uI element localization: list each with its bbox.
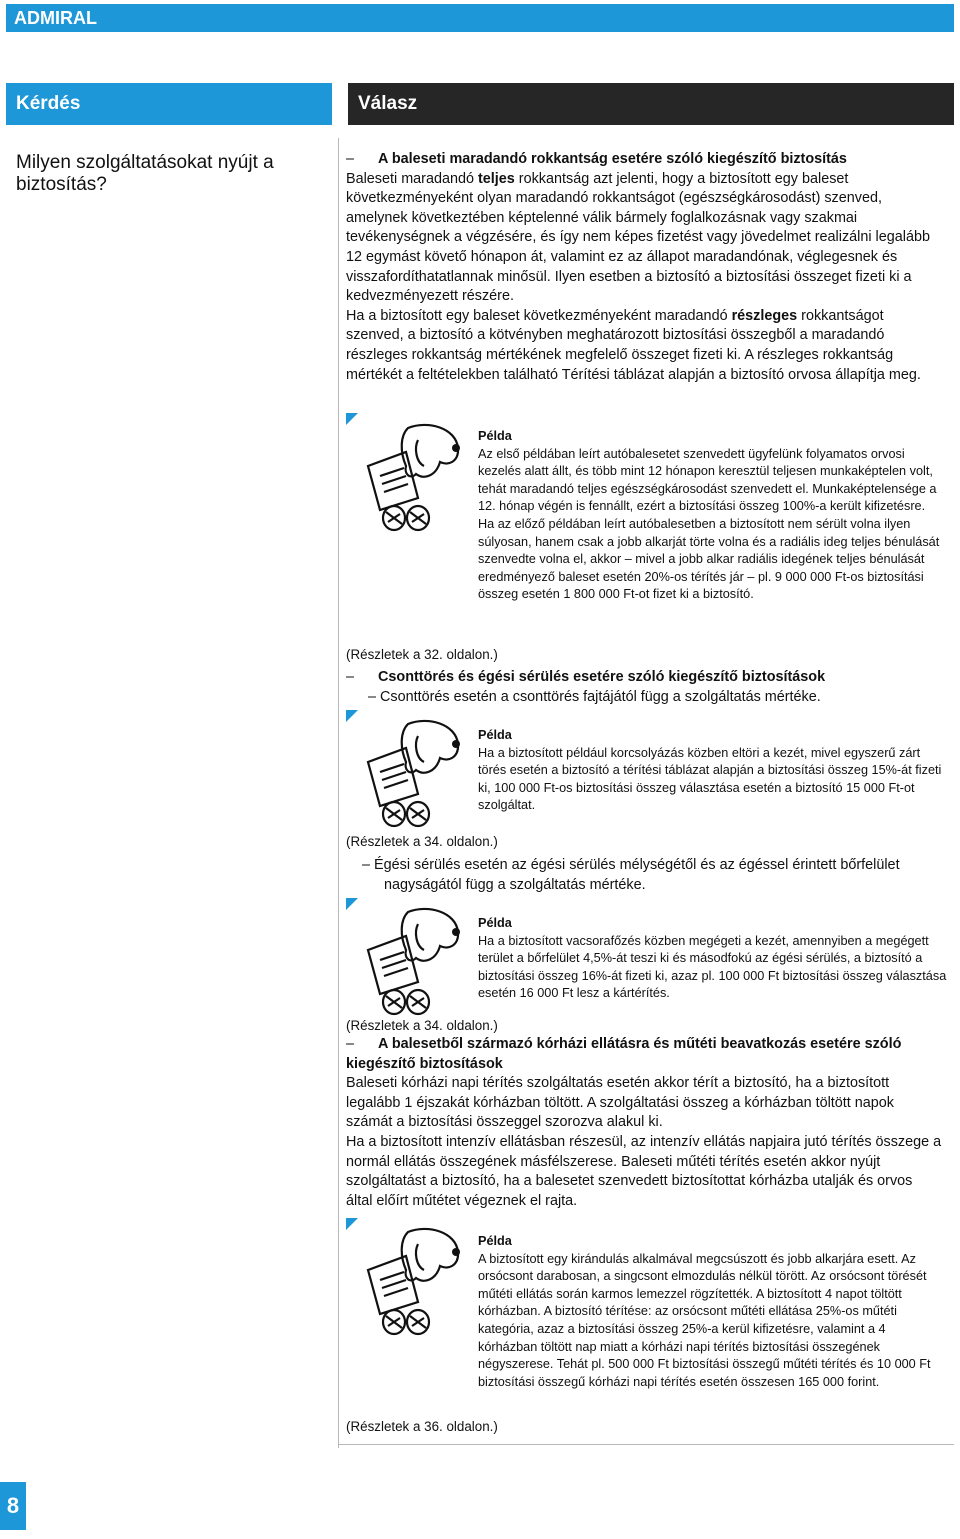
snoopy-reading-icon	[360, 718, 464, 828]
example3-marker	[346, 898, 358, 910]
example4-box	[478, 1233, 948, 1391]
snoopy-reading-icon	[360, 906, 464, 1016]
section2b-body: Égési sérülés esetén az égési sérülés mélységétől és az égéssel érintett bőrfelület nagyságától függ a szolgáltatás mértéke.	[374, 857, 900, 893]
section3-paragraph1: Baleseti kórházi napi térítés szolgáltatás esetén akkor térít a biztosító, ha a biztosított legalább 1 éjszakát kórházban töltött. A szolgáltatási összeg a kórházban töltött napok számát a biztosítási összeggel szorozva alakul ki.	[346, 1075, 894, 1131]
example3-title: Példa	[478, 916, 512, 930]
example4-title: Példa	[478, 1234, 512, 1248]
section2b-dash: –	[362, 857, 371, 873]
p2-bold: részleges	[731, 307, 798, 324]
p2-after: rokkantságot szenved, a biztosító a kötvényben meghatározott biztosítási összegből a maradandó részleges rokkantság mértékének megfelelő összeget fizeti ki. A részleges rokkantság mértékét a feltételekben található Térítési táblázat alapján a biztosító orvosa állapítja meg.	[346, 307, 921, 383]
section1-dash: –	[346, 151, 355, 167]
p1-after: rokkantság azt jelenti, hogy a biztosított egy baleset következményeként olyan maradandó rokkantságot (egészségkárosodást) szenved, amelynek következtében képtelenné válik bármely foglalkozásnak vagy szakmai tevékenységnek a végzésére, és így nem képes fizetést vagy jövedelmet realizálni legalább 12 egymást követő hónapon át, valamint ez az állapot maradandónak, véglegesnek és visszafordíthatatlannak minősül. Ilyen esetben a biztosító a biztosítási összeget fizeti ki a kedvezményezett részére.	[346, 170, 930, 305]
example4-reference: (Részletek a 36. oldalon.)	[346, 1419, 498, 1434]
example3-box	[478, 915, 948, 1003]
section1-block	[346, 150, 942, 385]
example2-marker	[346, 710, 358, 722]
snoopy-reading-icon	[360, 422, 464, 532]
example4-paragraph1: A biztosított egy kirándulás alkalmával megcsúszott és jobb alkarjára esett. Az orsócsont darabosan, a singcsont elmozdulás nélkül törött. Az orsócsont törését műtéti ellátás során karmos lemezzel rögzítették. A biztosított 4 napot töltött kórházban. A biztosító térítése: az orsócsont műtéti ellátása 25%-os műtéti kategória, azaz a biztosítási összeg 25%-a kerül kifizetésre, valamint a 4 kórházban töltött nap miatt a kórházi napi térítés biztosítási összegének négyszerese. Tehát pl. 500 000 Ft biztosítási összegű műtéti térítés és 10 000 Ft biztosítási összegű kórházi napi térítés esetén összesen 165 000 forint.	[478, 1251, 931, 1389]
question-column-label: Kérdés	[16, 93, 81, 114]
answer-column-header	[348, 83, 954, 125]
example1-paragraph2: Ha az előző példában leírt autóbalesetben a biztosított nem sérült volna ilyen súlyosan, hanem csak a jobb alkarját törte volna és a radiális ideg teljes bénulását szenvedte volna el, akkor – mivel a jobb alkar radiális idegének teljes bénulását eredményező baleset esetén 20%-os térítés jár – pl. 9 000 000 Ft-os biztosítási összeg esetén 1 800 000 Ft-ot fizet ki a biztosító.	[478, 516, 940, 602]
section1-paragraph1	[346, 170, 942, 307]
section3-dash: –	[346, 1036, 355, 1052]
example1-marker	[346, 413, 358, 425]
example3-paragraph1: Ha a biztosított vacsorafőzés közben megégeti a kezét, amennyiben a megégett terület a bőrfelület 4,5%-át teszi ki és másodfokú az égési sérülés, a biztosító a biztosítási összeg 16%-át fizeti ki, azaz pl. 100 000 Ft biztosítási összeg választása esetén 16 000 Ft lesz a kártérítés.	[478, 933, 947, 1001]
p1-before: Baleseti maradandó	[346, 170, 478, 187]
column-divider	[338, 138, 339, 1448]
example3-reference: (Részletek a 34. oldalon.)	[346, 1018, 498, 1033]
section2-dash: –	[346, 669, 355, 685]
page-number: 8	[0, 1482, 26, 1530]
p2-before: Ha a biztosított egy baleset következményeként maradandó	[346, 307, 732, 324]
snoopy-reading-icon	[360, 1226, 464, 1336]
example4-marker	[346, 1218, 358, 1230]
example2-paragraph1: Ha a biztosított például korcsolyázás közben eltöri a kezét, mivel egyszerű zárt törés esetén a biztosító a térítési táblázat alapján a biztosítási összeg 15%-át fizeti ki, 100 000 Ft-os biztosítási összeg választása esetén a biztosító 15 000 Ft-ot szolgáltat.	[478, 745, 942, 813]
section2-heading: Csonttörés és égési sérülés esetére szóló kiegészítő biztosítások	[378, 669, 826, 685]
example1-box	[478, 428, 948, 604]
question-column-header	[6, 83, 332, 125]
example2-title: Példa	[478, 728, 512, 742]
p1-bold: teljes	[478, 170, 515, 187]
example1-paragraph1: Az első példában leírt autóbalesetet szenvedett ügyfelünk folyamatos orvosi kezelés alatt állt, és több mint 12 hónapon keresztül teljesen munkaképtelen volt, tehát maradandó teljes egészségkárosodást szenvedett el. Munkaképtelensége a 12. hónap végén is fennállt, ezért a biztosítási összeg 100%-a került kifizetésre.	[478, 446, 937, 514]
section2-sub1: – Csonttörés esetén a csonttörés fajtájától függ a szolgáltatás mértéke.	[368, 688, 821, 705]
bottom-divider	[338, 1444, 954, 1445]
section2-block	[346, 668, 942, 707]
section3-heading: A balesetből származó kórházi ellátásra és műtéti beavatkozás esetére szóló kiegészítő biztosítások	[346, 1036, 902, 1072]
section3-paragraph2: Ha a biztosított intenzív ellátásban részesül, az intenzív ellátás napjaira jutó térítés összege a normál ellátás összegének másfélszerese. Baleseti műtéti térítés esetén akkor nyújt szolgáltatást a biztosító, ha a balesetet szenvedett biztosítottat kórházba utalják és orvos által előírt műtétet végeznek el rajta.	[346, 1133, 942, 1209]
question-text: Milyen szolgáltatásokat nyújt a biztosítás?	[16, 152, 274, 195]
section1-paragraph2	[346, 307, 942, 385]
example2-reference: (Részletek a 34. oldalon.)	[346, 834, 498, 849]
answer-column-label: Válasz	[358, 93, 418, 114]
example1-title: Példa	[478, 429, 512, 443]
section3-block	[346, 1035, 942, 1211]
section2b-text	[346, 856, 940, 895]
example1-reference: (Részletek a 32. oldalon.)	[346, 647, 498, 662]
brand-bar	[6, 4, 954, 32]
example2-box	[478, 727, 948, 815]
brand-title: ADMIRAL	[14, 8, 97, 28]
section1-heading: A baleseti maradandó rokkantság esetére szóló kiegészítő biztosítás	[378, 151, 847, 167]
